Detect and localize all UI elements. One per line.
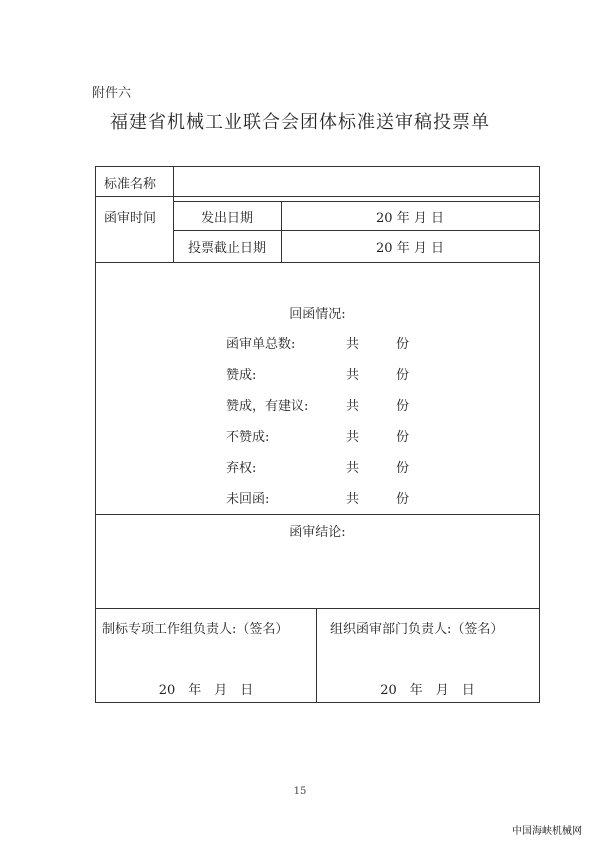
attachment-label: 附件六 — [92, 86, 132, 101]
left-signer-label: 制标专项工作组负责人:（签名） — [102, 622, 289, 637]
stat-label: 赞成，有建议: — [226, 399, 309, 414]
stat-gong: 共 — [346, 337, 360, 352]
row-divider — [96, 514, 539, 515]
row-divider — [173, 230, 539, 231]
right-sign-date[interactable]: 20 年 月 日 — [380, 683, 475, 698]
issue-date-label: 发出日期 — [200, 211, 253, 226]
page-number: 15 — [293, 786, 307, 797]
row-divider — [173, 201, 539, 202]
watermark-text: 中国海峡机械网 — [512, 826, 582, 837]
stat-fen: 份 — [396, 399, 410, 414]
stat-fen: 份 — [396, 430, 410, 445]
deadline-label: 投票截止日期 — [187, 241, 266, 256]
row-divider — [96, 196, 539, 197]
row-divider — [96, 608, 539, 609]
stat-gong: 共 — [346, 399, 360, 414]
ballot-table — [95, 166, 540, 703]
review-time-label: 函审时间 — [104, 211, 157, 226]
stat-gong: 共 — [346, 461, 360, 476]
conclusion-label: 函审结论: — [289, 525, 346, 540]
stat-fen: 份 — [396, 368, 410, 383]
stat-label: 函审单总数: — [226, 337, 296, 352]
stat-gong: 共 — [346, 492, 360, 507]
page-title: 福建省机械工业联合会团体标准送审稿投票单 — [110, 112, 490, 133]
stat-label: 未回函: — [226, 492, 270, 507]
stat-label: 弃权: — [226, 461, 257, 476]
stat-fen: 份 — [396, 337, 410, 352]
stat-fen: 份 — [396, 492, 410, 507]
stat-gong: 共 — [346, 368, 360, 383]
reply-heading: 回函情况: — [289, 307, 346, 322]
right-signer-label: 组织函审部门负责人:（签名） — [330, 622, 504, 637]
standard-name-label: 标准名称 — [104, 177, 157, 192]
stat-gong: 共 — [346, 430, 360, 445]
deadline-value[interactable]: 20 年 月 日 — [376, 241, 444, 256]
stat-label: 不赞成: — [226, 430, 270, 445]
stat-label: 赞成: — [226, 368, 257, 383]
issue-date-value[interactable]: 20 年 月 日 — [376, 211, 444, 226]
row-divider — [96, 262, 539, 263]
stat-fen: 份 — [396, 461, 410, 476]
left-sign-date[interactable]: 20 年 月 日 — [158, 683, 254, 698]
